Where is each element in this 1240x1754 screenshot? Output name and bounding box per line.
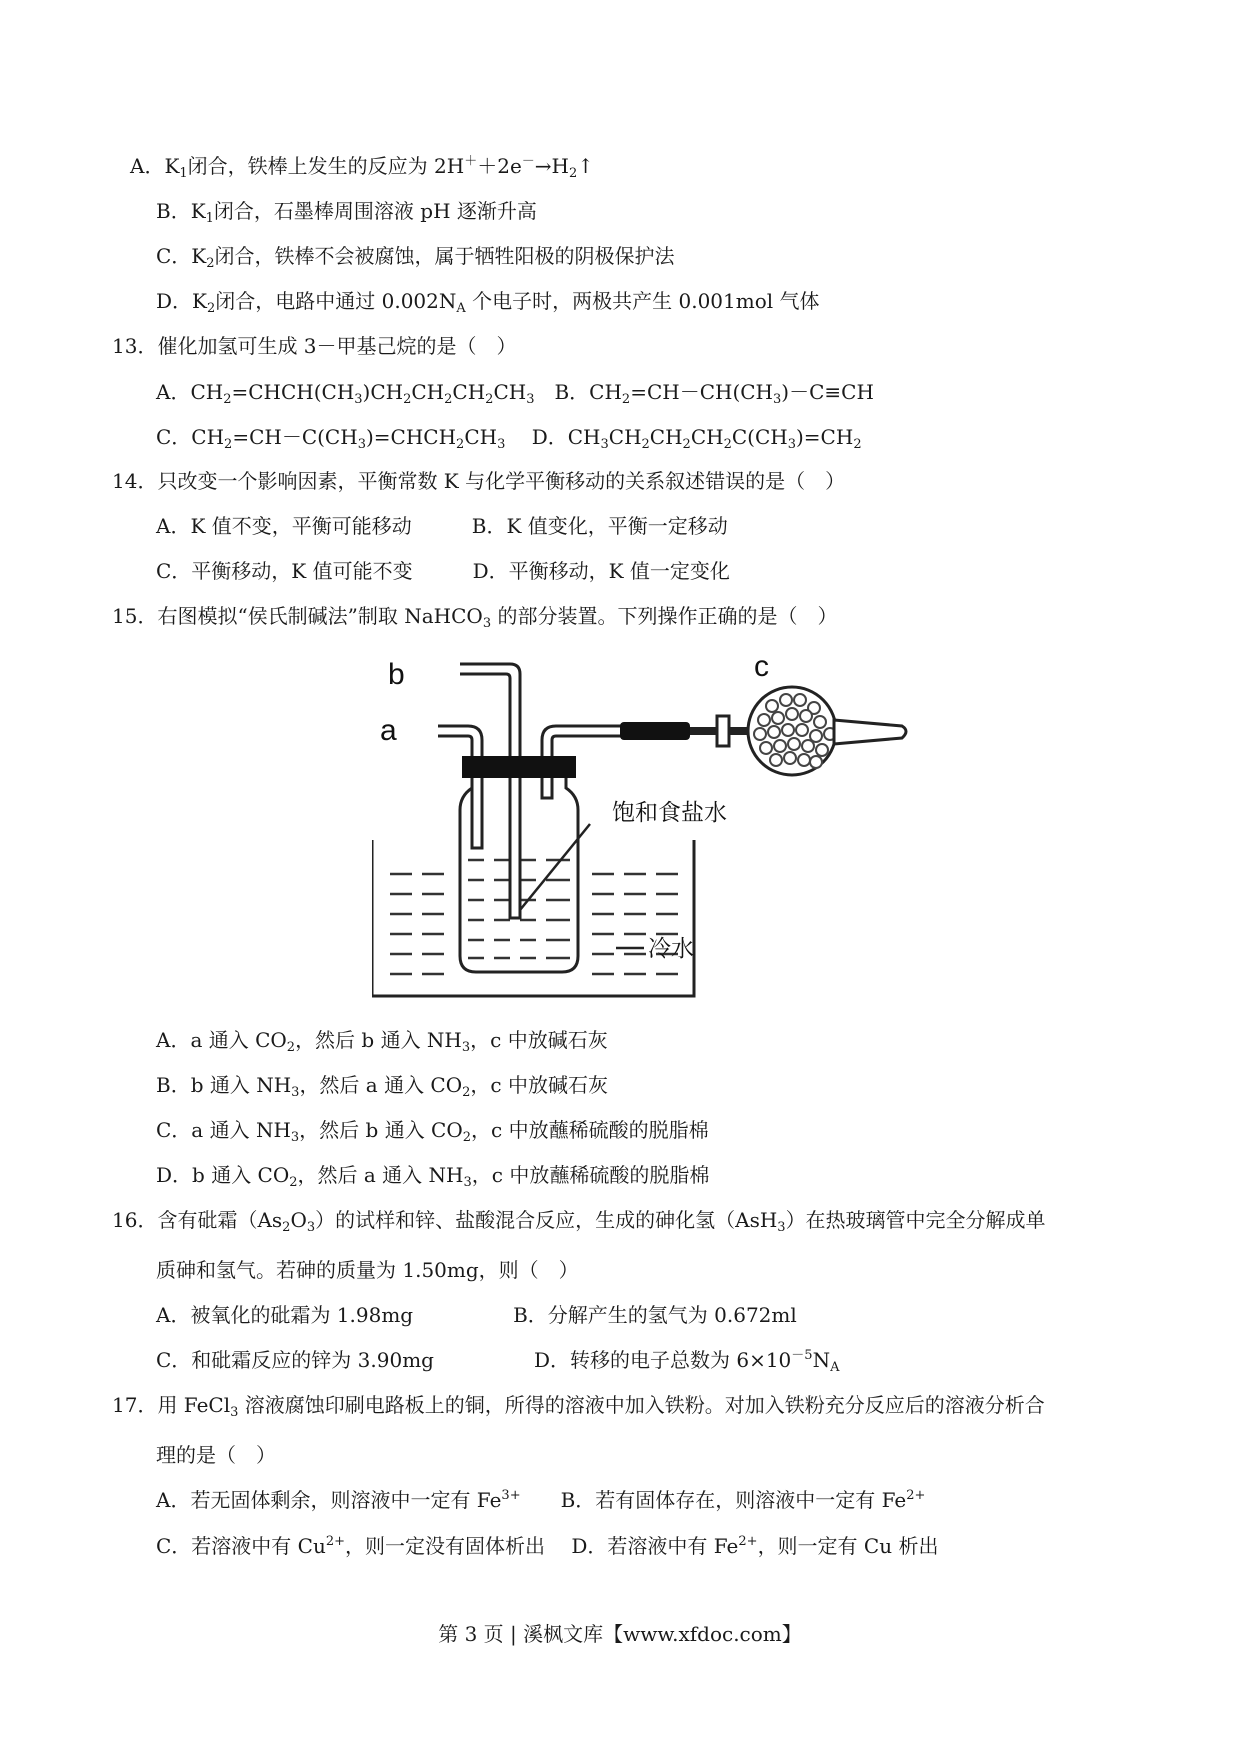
page-footer: 第 3 页 | 溪枫文库【www.xfdoc.com】 [438,1622,802,1646]
rubber-stopper [462,756,576,778]
text-line-q12b: B．$K_1$闭合，石墨棒周围溶液 pH 逐渐升高 [156,199,537,226]
text-line-q17: 17．用 FeCl$_3$ 溶液腐蚀印刷电路板上的铜，所得的溶液中加入铁粉。对加入铁粉充分反应后的溶液分析合 [112,1393,1045,1420]
apparatus-diagram [372,648,932,1008]
tube-b [510,778,520,918]
text-line-q17ab: A．若无固体剩余，则溶液中一定有 $Fe^{3+}$ B．若有固体存在，则溶液中一定有 $Fe^{2+}$ [156,1488,926,1512]
label-cold-water: 冷水 [648,936,694,962]
label-brine: 饱和食盐水 [612,800,727,826]
text-line-q15a: A．a 通入 $CO_2$，然后 b 通入 $NH_3$，c 中放碱石灰 [156,1028,608,1055]
drying-tube-nozzle [834,720,906,744]
text-line-q14ab: A．K 值不变，平衡可能移动 B．K 值变化，平衡一定移动 [156,514,728,538]
text-line-q16b: 质砷和氢气。若砷的质量为 1.50mg，则（ ） [156,1258,579,1282]
text-line-q17b: 理的是（ ） [156,1443,276,1467]
text-line-q14: 14．只改变一个影响因素，平衡常数 K 与化学平衡移动的关系叙述错误的是（ ） [112,469,846,493]
text-line-q13: 13．催化加氢可生成 3－甲基己烷的是（ ） [112,334,517,358]
text-line-q12d: D．$K_2$闭合，电路中通过 $0.002N_A$ 个电子时，两极共产生 0.001mol 气体 [156,289,820,316]
apparatus-figure [372,648,932,1013]
label-b: b [388,658,405,691]
text-line-q15: 15．右图模拟“侯氏制碱法”制取 NaHCO$_3$ 的部分装置。下列操作正确的是（ ） [112,604,838,631]
text-line-q16: 16．含有砒霜$(As_2O_3)$的试样和锌、盐酸混合反应，生成的砷化氢（AsH$_3$）在热玻璃管中完全分解成单 [112,1208,1046,1235]
text-line-q12c: C．$K_2$闭合，铁棒不会被腐蚀，属于牺牲阳极的阴极保护法 [156,244,675,271]
text-line-q15b: B．b 通入 $NH_3$，然后 a 通入 $CO_2$，c 中放碱石灰 [156,1073,608,1100]
label-c: c [754,650,769,683]
outlet-tube [542,778,552,798]
rubber-connector [620,722,690,740]
text-line-q16ab: A．被氧化的砒霜为 1.98mg B．分解产生的氢气为 0.672ml [156,1303,797,1327]
text-line-q13cd: C．$CH_2=CH-C(CH_3)=CHCH_2CH_3$ D．$CH_3CH_2CH_2CH_2C(CH_3)=CH_2$ [156,425,862,452]
text-line-q16cd: C．和砒霜反应的锌为 3.90mg D．转移的电子总数为 $6\times 10^{-5}N_A$ [156,1348,840,1375]
text-line-q14cd: C．平衡移动，K 值可能不变 D．平衡移动，K 值一定变化 [156,559,730,583]
tube-a [472,778,482,848]
label-a: a [380,714,397,747]
text-line-q17cd: C．若溶液中有 $Cu^{2+}$，则一定没有固体析出 D．若溶液中有 $Fe^{2+}$，则一定有 Cu 析出 [156,1534,939,1558]
text-line-q13ab: A．$CH_2=CHCH(CH_3)CH_2CH_2CH_2CH_3$ B．$CH_2=CH-CH(CH_3)-C\equiv CH$ [156,380,874,407]
text-line-q12a: A．$K_1$闭合，铁棒上发生的反应为 $2H^++2e^-\to H_2↑$ [130,154,595,181]
text-line-q15c: C．a 通入 $NH_3$，然后 b 通入 $CO_2$，c 中放蘸稀硫酸的脱脂棉 [156,1118,709,1145]
text-line-q15d: D．b 通入 $CO_2$，然后 a 通入 $NH_3$，c 中放蘸稀硫酸的脱脂棉 [156,1163,710,1190]
